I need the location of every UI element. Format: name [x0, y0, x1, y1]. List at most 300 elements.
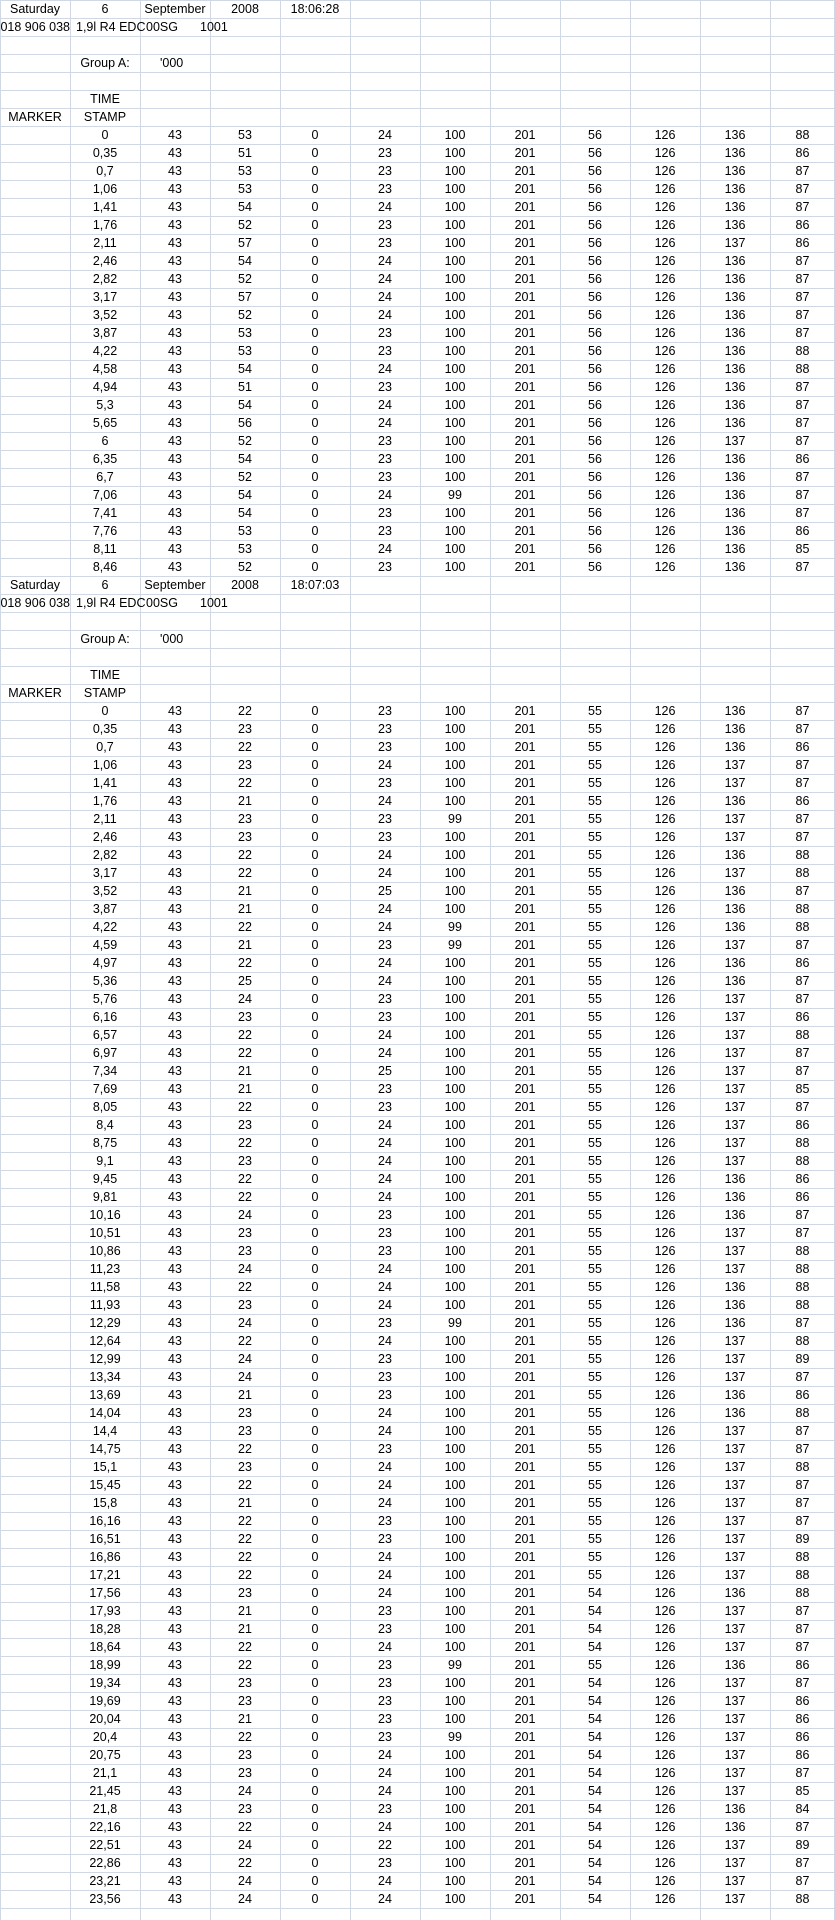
data-cell-c4[interactable]: 23 — [378, 776, 392, 790]
data-cell-timestamp[interactable]: 14,75 — [89, 1442, 121, 1456]
data-cell-c6[interactable]: 201 — [514, 1028, 536, 1042]
data-cell-timestamp[interactable]: 12,99 — [89, 1352, 121, 1366]
data-cell-c2[interactable]: 56 — [238, 416, 252, 430]
data-cell-c8[interactable]: 126 — [654, 1568, 676, 1582]
data-cell-c9[interactable]: 137 — [724, 938, 746, 952]
data-cell-c8[interactable]: 126 — [654, 362, 676, 376]
data-cell-c2[interactable]: 22 — [238, 1442, 252, 1456]
data-cell-c6[interactable]: 201 — [514, 1766, 536, 1780]
data-cell-timestamp[interactable]: 0,7 — [96, 740, 114, 754]
data-cell-c9[interactable]: 136 — [724, 1190, 746, 1204]
data-cell-c6[interactable]: 201 — [514, 1532, 536, 1546]
data-cell-c10[interactable]: 87 — [795, 1874, 810, 1888]
data-cell-c8[interactable]: 126 — [654, 884, 676, 898]
data-cell-c3[interactable]: 0 — [311, 236, 319, 250]
data-cell-c10[interactable]: 87 — [795, 560, 810, 574]
data-cell-c10[interactable]: 86 — [795, 794, 810, 808]
data-cell-timestamp[interactable]: 22,86 — [89, 1856, 121, 1870]
data-cell-c7[interactable]: 56 — [588, 272, 602, 286]
data-cell-c6[interactable]: 201 — [514, 1118, 536, 1132]
data-cell-c9[interactable]: 136 — [724, 398, 746, 412]
data-cell-c3[interactable]: 0 — [311, 938, 319, 952]
data-cell-c3[interactable]: 0 — [311, 1298, 319, 1312]
data-cell-c2[interactable]: 57 — [238, 236, 252, 250]
data-cell-c5[interactable]: 100 — [444, 308, 466, 322]
data-cell-c5[interactable]: 100 — [444, 1568, 466, 1582]
data-cell-c9[interactable]: 136 — [724, 1406, 746, 1420]
data-cell-c3[interactable]: 0 — [311, 146, 319, 160]
data-cell-c10[interactable]: 87 — [795, 1424, 810, 1438]
data-cell-c7[interactable]: 54 — [588, 1586, 602, 1600]
data-cell-timestamp[interactable]: 20,4 — [92, 1730, 118, 1744]
data-cell-c2[interactable]: 22 — [238, 1568, 252, 1582]
data-cell-c4[interactable]: 24 — [378, 542, 392, 556]
data-cell-c9[interactable]: 137 — [724, 1154, 746, 1168]
data-cell-c4[interactable]: 23 — [378, 1802, 392, 1816]
data-cell-c2[interactable]: 21 — [238, 1622, 252, 1636]
data-cell-timestamp[interactable]: 6 — [101, 434, 109, 448]
data-cell-c5[interactable]: 99 — [448, 1730, 462, 1744]
data-cell-c4[interactable]: 24 — [378, 272, 392, 286]
data-cell-c4[interactable]: 23 — [378, 560, 392, 574]
data-cell-c1[interactable]: 43 — [168, 1208, 182, 1222]
data-cell-c7[interactable]: 55 — [588, 1334, 602, 1348]
data-cell-c10[interactable]: 86 — [795, 1010, 810, 1024]
data-cell-c5[interactable]: 100 — [444, 344, 466, 358]
data-cell-c7[interactable]: 56 — [588, 182, 602, 196]
data-cell-c2[interactable]: 23 — [238, 758, 252, 772]
data-cell-c2[interactable]: 24 — [238, 1370, 252, 1384]
data-cell-c8[interactable]: 126 — [654, 1154, 676, 1168]
data-cell-c10[interactable]: 87 — [795, 398, 810, 412]
data-cell-timestamp[interactable]: 7,34 — [92, 1064, 118, 1078]
data-cell-c10[interactable]: 85 — [795, 542, 810, 556]
data-cell-c3[interactable]: 0 — [311, 1856, 319, 1870]
data-cell-c1[interactable]: 43 — [168, 1424, 182, 1438]
data-cell-c9[interactable]: 137 — [724, 1100, 746, 1114]
data-cell-c9[interactable]: 136 — [724, 362, 746, 376]
data-cell-c2[interactable]: 23 — [238, 722, 252, 736]
data-cell-c10[interactable]: 87 — [795, 254, 810, 268]
data-cell-c7[interactable]: 54 — [588, 1622, 602, 1636]
data-cell-c6[interactable]: 201 — [514, 1640, 536, 1654]
data-cell-c4[interactable]: 24 — [378, 362, 392, 376]
data-cell-c7[interactable]: 55 — [588, 1316, 602, 1330]
data-cell-c2[interactable]: 23 — [238, 1802, 252, 1816]
data-cell-c6[interactable]: 201 — [514, 1802, 536, 1816]
data-cell-c7[interactable]: 56 — [588, 452, 602, 466]
data-cell-c9[interactable]: 136 — [724, 956, 746, 970]
data-cell-c7[interactable]: 55 — [588, 1352, 602, 1366]
data-cell-c5[interactable]: 99 — [448, 1316, 462, 1330]
data-cell-c6[interactable]: 201 — [514, 992, 536, 1006]
part-number-cell[interactable]: 038 906 018 — [0, 20, 70, 34]
data-cell-c8[interactable]: 126 — [654, 956, 676, 970]
data-cell-timestamp[interactable]: 3,87 — [92, 326, 118, 340]
data-cell-c7[interactable]: 54 — [588, 1640, 602, 1654]
data-cell-timestamp[interactable]: 8,05 — [92, 1100, 118, 1114]
data-cell-c10[interactable]: 87 — [795, 1064, 810, 1078]
data-cell-c2[interactable]: 23 — [238, 1766, 252, 1780]
data-cell-c6[interactable]: 201 — [514, 1442, 536, 1456]
data-cell-c2[interactable]: 53 — [238, 128, 252, 142]
data-cell-timestamp[interactable]: 21,8 — [92, 1802, 118, 1816]
data-cell-c6[interactable]: 201 — [514, 1298, 536, 1312]
data-cell-c1[interactable]: 43 — [168, 1028, 182, 1042]
data-cell-c1[interactable]: 43 — [168, 380, 182, 394]
data-cell-c8[interactable]: 126 — [654, 1460, 676, 1474]
data-cell-c7[interactable]: 56 — [588, 416, 602, 430]
data-cell-c4[interactable]: 24 — [378, 1766, 392, 1780]
data-cell-c6[interactable]: 201 — [514, 776, 536, 790]
data-cell-c8[interactable]: 126 — [654, 380, 676, 394]
part-number-cell[interactable]: 038 906 018 — [0, 596, 70, 610]
data-cell-c10[interactable]: 87 — [795, 1442, 810, 1456]
data-cell-timestamp[interactable]: 22,51 — [89, 1838, 121, 1852]
data-cell-c2[interactable]: 23 — [238, 1298, 252, 1312]
data-cell-c4[interactable]: 23 — [378, 344, 392, 358]
data-cell-c2[interactable]: 54 — [238, 452, 252, 466]
data-cell-c9[interactable]: 136 — [724, 1388, 746, 1402]
data-cell-c5[interactable]: 100 — [444, 470, 466, 484]
data-cell-c8[interactable]: 126 — [654, 1550, 676, 1564]
data-cell-c4[interactable]: 23 — [378, 812, 392, 826]
data-cell-c1[interactable]: 43 — [168, 1730, 182, 1744]
data-cell-c3[interactable]: 0 — [311, 1010, 319, 1024]
data-cell-c3[interactable]: 0 — [311, 542, 319, 556]
data-cell-timestamp[interactable]: 2,82 — [92, 848, 118, 862]
data-cell-c5[interactable]: 100 — [444, 1694, 466, 1708]
data-cell-c2[interactable]: 23 — [238, 1154, 252, 1168]
data-cell-timestamp[interactable]: 15,8 — [92, 1496, 118, 1510]
data-cell-c7[interactable]: 55 — [588, 740, 602, 754]
data-cell-c8[interactable]: 126 — [654, 704, 676, 718]
data-cell-c3[interactable]: 0 — [311, 866, 319, 880]
data-cell-c1[interactable]: 43 — [168, 1856, 182, 1870]
data-cell-timestamp[interactable]: 0,7 — [96, 164, 114, 178]
data-cell-c5[interactable]: 100 — [444, 416, 466, 430]
data-cell-c1[interactable]: 43 — [168, 866, 182, 880]
data-cell-c6[interactable]: 201 — [514, 1244, 536, 1258]
data-cell-timestamp[interactable]: 2,82 — [92, 272, 118, 286]
data-cell-c9[interactable]: 137 — [724, 1028, 746, 1042]
data-cell-c3[interactable]: 0 — [311, 1316, 319, 1330]
data-cell-c4[interactable]: 24 — [378, 920, 392, 934]
data-cell-c1[interactable]: 43 — [168, 830, 182, 844]
data-cell-c1[interactable]: 43 — [168, 200, 182, 214]
data-cell-c10[interactable]: 86 — [795, 1730, 810, 1744]
data-cell-c1[interactable]: 43 — [168, 1532, 182, 1546]
data-cell-c8[interactable]: 126 — [654, 1046, 676, 1060]
data-cell-timestamp[interactable]: 8,75 — [92, 1136, 118, 1150]
data-cell-c8[interactable]: 126 — [654, 1406, 676, 1420]
data-cell-c1[interactable]: 43 — [168, 434, 182, 448]
data-cell-c9[interactable]: 137 — [724, 1838, 746, 1852]
data-cell-c2[interactable]: 24 — [238, 992, 252, 1006]
data-cell-c6[interactable]: 201 — [514, 1478, 536, 1492]
data-cell-c8[interactable]: 126 — [654, 974, 676, 988]
data-cell-c6[interactable]: 201 — [514, 848, 536, 862]
data-cell-c7[interactable]: 54 — [588, 1766, 602, 1780]
data-cell-c9[interactable]: 136 — [724, 1280, 746, 1294]
data-cell-c6[interactable]: 201 — [514, 488, 536, 502]
data-cell-c3[interactable]: 0 — [311, 1046, 319, 1060]
data-cell-c4[interactable]: 23 — [378, 704, 392, 718]
data-cell-timestamp[interactable]: 10,51 — [89, 1226, 121, 1240]
data-cell-c5[interactable]: 100 — [444, 326, 466, 340]
data-cell-timestamp[interactable]: 12,29 — [89, 1316, 121, 1330]
data-cell-c9[interactable]: 137 — [724, 1064, 746, 1078]
data-cell-c6[interactable]: 201 — [514, 416, 536, 430]
data-cell-c7[interactable]: 55 — [588, 1298, 602, 1312]
data-cell-c1[interactable]: 43 — [168, 524, 182, 538]
data-cell-c9[interactable]: 136 — [724, 902, 746, 916]
data-cell-c2[interactable]: 52 — [238, 560, 252, 574]
data-cell-c6[interactable]: 201 — [514, 920, 536, 934]
data-cell-c10[interactable]: 86 — [795, 452, 810, 466]
data-cell-c1[interactable]: 43 — [168, 1604, 182, 1618]
data-cell-timestamp[interactable]: 8,46 — [92, 560, 118, 574]
data-cell-c5[interactable]: 100 — [444, 272, 466, 286]
data-cell-c6[interactable]: 201 — [514, 1568, 536, 1582]
data-cell-c10[interactable]: 89 — [795, 1838, 810, 1852]
data-cell-c4[interactable]: 24 — [378, 308, 392, 322]
data-cell-c8[interactable]: 126 — [654, 1388, 676, 1402]
data-cell-c7[interactable]: 55 — [588, 1226, 602, 1240]
data-cell-c6[interactable]: 201 — [514, 902, 536, 916]
data-cell-c8[interactable]: 126 — [654, 218, 676, 232]
data-cell-c4[interactable]: 23 — [378, 1082, 392, 1096]
data-cell-timestamp[interactable]: 22,16 — [89, 1820, 121, 1834]
data-cell-c3[interactable]: 0 — [311, 740, 319, 754]
data-cell-c7[interactable]: 55 — [588, 848, 602, 862]
data-cell-c10[interactable]: 84 — [795, 1802, 810, 1816]
data-cell-c4[interactable]: 23 — [378, 164, 392, 178]
time-header-cell[interactable]: TIME — [90, 668, 120, 682]
data-cell-c7[interactable]: 55 — [588, 1280, 602, 1294]
data-cell-c2[interactable]: 22 — [238, 848, 252, 862]
data-cell-c6[interactable]: 201 — [514, 1496, 536, 1510]
data-cell-c1[interactable]: 43 — [168, 1100, 182, 1114]
data-cell-c5[interactable]: 100 — [444, 1712, 466, 1726]
data-cell-c7[interactable]: 56 — [588, 128, 602, 142]
data-cell-c4[interactable]: 23 — [378, 434, 392, 448]
data-cell-timestamp[interactable]: 3,87 — [92, 902, 118, 916]
data-cell-c10[interactable]: 87 — [795, 488, 810, 502]
data-cell-c7[interactable]: 55 — [588, 974, 602, 988]
data-cell-c5[interactable]: 100 — [444, 164, 466, 178]
data-cell-c10[interactable]: 88 — [795, 920, 810, 934]
data-cell-c5[interactable]: 100 — [444, 1460, 466, 1474]
data-cell-timestamp[interactable]: 12,64 — [89, 1334, 121, 1348]
data-cell-c7[interactable]: 55 — [588, 1496, 602, 1510]
data-cell-c10[interactable]: 87 — [795, 434, 810, 448]
data-cell-c6[interactable]: 201 — [514, 272, 536, 286]
data-cell-c8[interactable]: 126 — [654, 794, 676, 808]
data-cell-c1[interactable]: 43 — [168, 1352, 182, 1366]
data-cell-c2[interactable]: 22 — [238, 1514, 252, 1528]
data-cell-c8[interactable]: 126 — [654, 1226, 676, 1240]
data-cell-c4[interactable]: 23 — [378, 182, 392, 196]
data-cell-c9[interactable]: 137 — [724, 236, 746, 250]
data-cell-c5[interactable]: 100 — [444, 1442, 466, 1456]
data-cell-c5[interactable]: 100 — [444, 146, 466, 160]
data-cell-c2[interactable]: 22 — [238, 1046, 252, 1060]
data-cell-c1[interactable]: 43 — [168, 542, 182, 556]
data-cell-c7[interactable]: 54 — [588, 1820, 602, 1834]
data-cell-c5[interactable]: 100 — [444, 362, 466, 376]
data-cell-c10[interactable]: 87 — [795, 704, 810, 718]
data-cell-c10[interactable]: 88 — [795, 1334, 810, 1348]
data-cell-c10[interactable]: 89 — [795, 1532, 810, 1546]
data-cell-c9[interactable]: 137 — [724, 1478, 746, 1492]
data-cell-c5[interactable]: 100 — [444, 254, 466, 268]
data-cell-c8[interactable]: 126 — [654, 758, 676, 772]
data-cell-c9[interactable]: 136 — [724, 416, 746, 430]
data-cell-c2[interactable]: 23 — [238, 1226, 252, 1240]
data-cell-c10[interactable]: 87 — [795, 1766, 810, 1780]
data-cell-timestamp[interactable]: 5,65 — [92, 416, 118, 430]
data-cell-c5[interactable]: 100 — [444, 776, 466, 790]
data-cell-c5[interactable]: 100 — [444, 740, 466, 754]
data-cell-c7[interactable]: 55 — [588, 1550, 602, 1564]
data-cell-c9[interactable]: 137 — [724, 1370, 746, 1384]
data-cell-c3[interactable]: 0 — [311, 992, 319, 1006]
data-cell-c4[interactable]: 24 — [378, 1406, 392, 1420]
data-cell-c4[interactable]: 24 — [378, 1190, 392, 1204]
data-cell-c2[interactable]: 21 — [238, 1388, 252, 1402]
data-cell-c3[interactable]: 0 — [311, 1136, 319, 1150]
data-cell-c7[interactable]: 54 — [588, 1712, 602, 1726]
data-cell-c2[interactable]: 54 — [238, 506, 252, 520]
data-cell-c4[interactable]: 24 — [378, 902, 392, 916]
data-cell-c10[interactable]: 86 — [795, 1190, 810, 1204]
data-cell-c3[interactable]: 0 — [311, 1370, 319, 1384]
data-cell-c1[interactable]: 43 — [168, 1496, 182, 1510]
data-cell-c10[interactable]: 87 — [795, 884, 810, 898]
data-cell-c7[interactable]: 56 — [588, 326, 602, 340]
data-cell-c8[interactable]: 126 — [654, 1766, 676, 1780]
data-cell-c6[interactable]: 201 — [514, 1730, 536, 1744]
data-cell-c3[interactable]: 0 — [311, 1838, 319, 1852]
data-cell-c8[interactable]: 126 — [654, 1676, 676, 1690]
data-cell-c7[interactable]: 56 — [588, 308, 602, 322]
data-cell-timestamp[interactable]: 2,11 — [93, 236, 117, 250]
data-cell-c2[interactable]: 22 — [238, 1136, 252, 1150]
data-cell-timestamp[interactable]: 18,64 — [89, 1640, 121, 1654]
data-cell-c3[interactable]: 0 — [311, 470, 319, 484]
data-cell-c7[interactable]: 55 — [588, 1082, 602, 1096]
data-cell-c6[interactable]: 201 — [514, 884, 536, 898]
data-cell-c7[interactable]: 55 — [588, 1568, 602, 1582]
data-cell-c6[interactable]: 201 — [514, 1658, 536, 1672]
data-cell-c8[interactable]: 126 — [654, 1334, 676, 1348]
data-cell-c4[interactable]: 23 — [378, 1442, 392, 1456]
data-cell-c8[interactable]: 126 — [654, 1514, 676, 1528]
data-cell-c9[interactable]: 137 — [724, 1766, 746, 1780]
data-cell-c2[interactable]: 23 — [238, 1694, 252, 1708]
data-cell-c8[interactable]: 126 — [654, 488, 676, 502]
data-cell-c7[interactable]: 55 — [588, 758, 602, 772]
data-cell-c1[interactable]: 43 — [168, 740, 182, 754]
data-cell-c3[interactable]: 0 — [311, 1514, 319, 1528]
data-cell-c1[interactable]: 43 — [168, 1712, 182, 1726]
data-cell-c5[interactable]: 100 — [444, 992, 466, 1006]
data-cell-c4[interactable]: 24 — [378, 1748, 392, 1762]
data-cell-c1[interactable]: 43 — [168, 1136, 182, 1150]
data-cell-c10[interactable]: 87 — [795, 506, 810, 520]
data-cell-c10[interactable]: 86 — [795, 1118, 810, 1132]
data-cell-c9[interactable]: 137 — [724, 1460, 746, 1474]
data-cell-timestamp[interactable]: 20,75 — [89, 1748, 121, 1762]
data-cell-timestamp[interactable]: 1,41 — [92, 200, 118, 214]
data-cell-timestamp[interactable]: 20,04 — [89, 1712, 121, 1726]
data-cell-c5[interactable]: 100 — [444, 1550, 466, 1564]
data-cell-c9[interactable]: 137 — [724, 776, 746, 790]
data-cell-timestamp[interactable]: 4,97 — [92, 956, 118, 970]
data-cell-c3[interactable]: 0 — [311, 1622, 319, 1636]
data-cell-c2[interactable]: 23 — [238, 1406, 252, 1420]
data-cell-c8[interactable]: 126 — [654, 506, 676, 520]
data-cell-c9[interactable]: 137 — [724, 434, 746, 448]
data-cell-c2[interactable]: 21 — [238, 1082, 252, 1096]
data-cell-c6[interactable]: 201 — [514, 1424, 536, 1438]
data-cell-c3[interactable]: 0 — [311, 452, 319, 466]
data-cell-c2[interactable]: 54 — [238, 398, 252, 412]
data-cell-c6[interactable]: 201 — [514, 1622, 536, 1636]
data-cell-c7[interactable]: 55 — [588, 1406, 602, 1420]
data-cell-c6[interactable]: 201 — [514, 452, 536, 466]
data-cell-c2[interactable]: 23 — [238, 1424, 252, 1438]
data-cell-c6[interactable]: 201 — [514, 794, 536, 808]
date-year-cell[interactable]: 2008 — [231, 578, 259, 592]
data-cell-c9[interactable]: 137 — [724, 1424, 746, 1438]
data-cell-c5[interactable]: 100 — [444, 1136, 466, 1150]
data-cell-c9[interactable]: 137 — [724, 866, 746, 880]
data-cell-c2[interactable]: 53 — [238, 164, 252, 178]
coding-cell[interactable]: 1001 — [200, 20, 228, 34]
data-cell-c5[interactable]: 100 — [444, 1226, 466, 1240]
data-cell-c2[interactable]: 22 — [238, 704, 252, 718]
data-cell-c4[interactable]: 23 — [378, 1532, 392, 1546]
data-cell-c2[interactable]: 53 — [238, 542, 252, 556]
data-cell-c6[interactable]: 201 — [514, 254, 536, 268]
data-cell-c8[interactable]: 126 — [654, 920, 676, 934]
data-cell-c7[interactable]: 56 — [588, 542, 602, 556]
data-cell-c6[interactable]: 201 — [514, 1388, 536, 1402]
data-cell-c8[interactable]: 126 — [654, 1100, 676, 1114]
data-cell-c3[interactable]: 0 — [311, 1784, 319, 1798]
data-cell-c9[interactable]: 137 — [724, 1514, 746, 1528]
data-cell-c8[interactable]: 126 — [654, 1712, 676, 1726]
data-cell-c1[interactable]: 43 — [168, 1676, 182, 1690]
data-cell-c5[interactable]: 100 — [444, 1748, 466, 1762]
stamp-header-cell[interactable]: STAMP — [83, 110, 127, 124]
data-cell-c1[interactable]: 43 — [168, 1388, 182, 1402]
data-cell-c1[interactable]: 43 — [168, 884, 182, 898]
data-cell-c1[interactable]: 43 — [168, 1514, 182, 1528]
data-cell-c3[interactable]: 0 — [311, 1082, 319, 1096]
group-value-cell[interactable]: '000 — [160, 632, 184, 646]
data-cell-c2[interactable]: 21 — [238, 794, 252, 808]
data-cell-c6[interactable]: 201 — [514, 1280, 536, 1294]
data-cell-c9[interactable]: 136 — [724, 524, 746, 538]
data-cell-c3[interactable]: 0 — [311, 1568, 319, 1582]
data-cell-c8[interactable]: 126 — [654, 1010, 676, 1024]
data-cell-c7[interactable]: 55 — [588, 1010, 602, 1024]
data-cell-c7[interactable]: 55 — [588, 884, 602, 898]
data-cell-timestamp[interactable]: 2,46 — [92, 830, 118, 844]
